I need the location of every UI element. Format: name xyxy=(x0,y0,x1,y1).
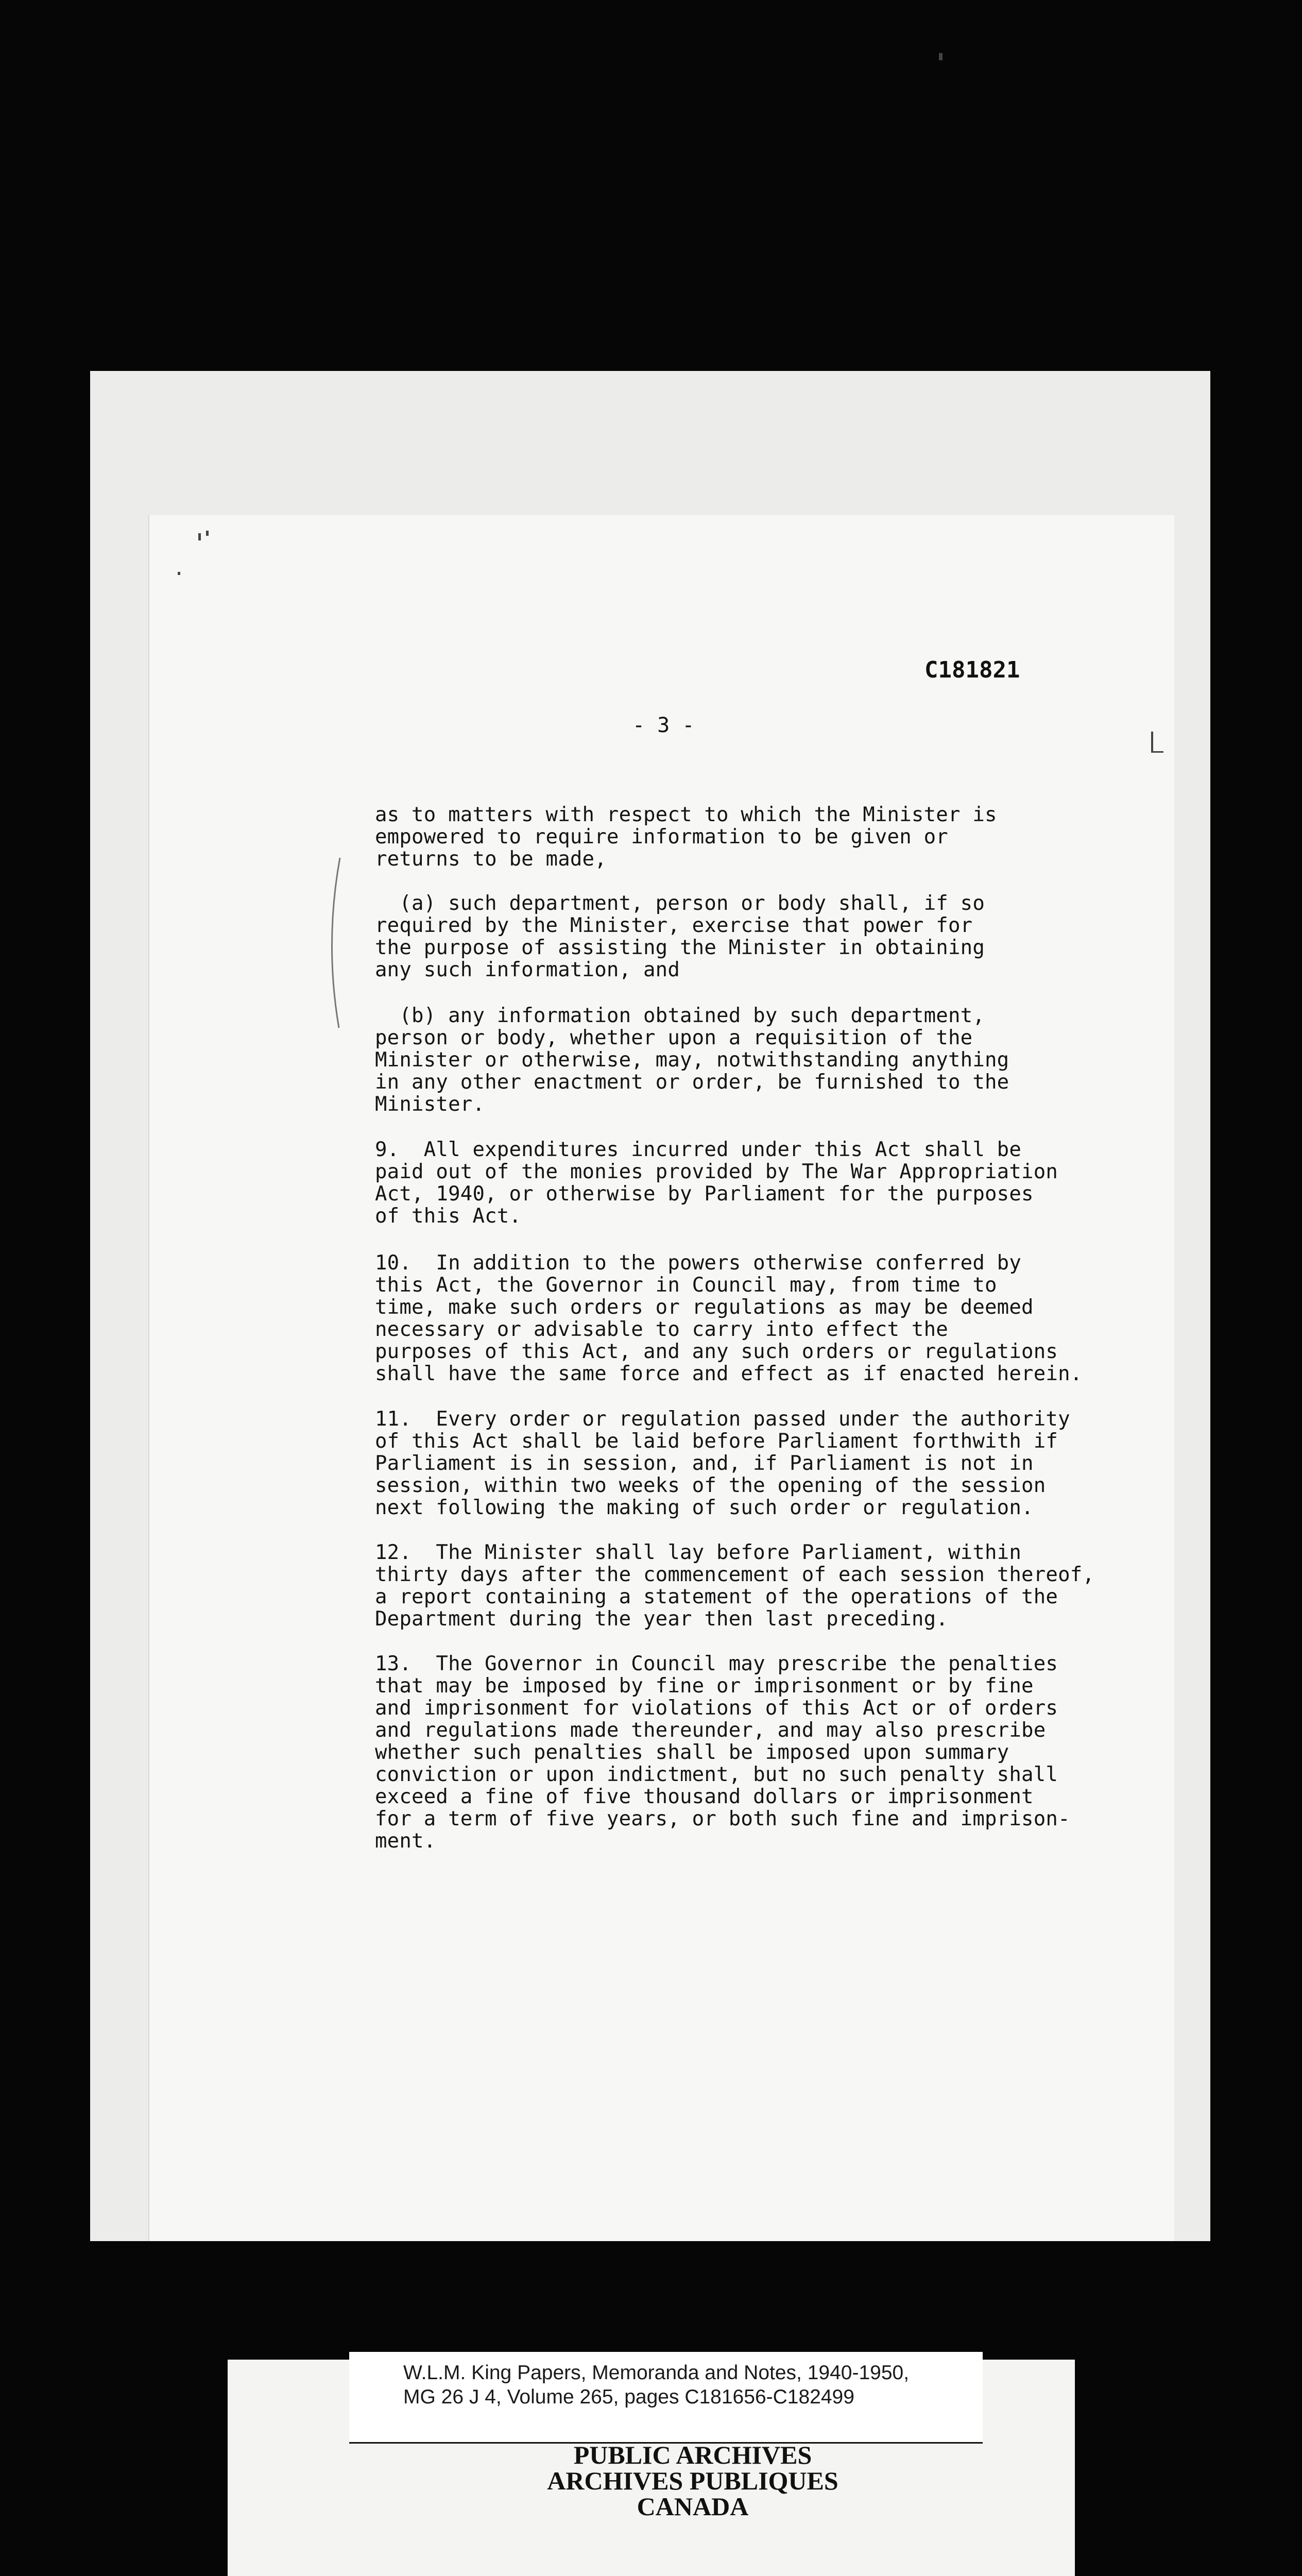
stamp-line-2: ARCHIVES PUBLIQUES xyxy=(547,2466,838,2495)
page-number: - 3 - xyxy=(632,714,695,737)
citation-line-1: W.L.M. King Papers, Memoranda and Notes, 1940-1950, xyxy=(403,2362,910,2384)
speck-mark xyxy=(178,572,180,575)
paragraph-section-10: 10. In addition to the powers otherwise conferred by this Act, the Governor in Council may, from time to time, make such orders or regulations as may be deemed necessary or advisable to carry into effect the purposes of this Act, and any such orders or regulations shall have the same force and effect as if enacted herein. xyxy=(375,1251,1083,1385)
paragraph-section-9: 9. All expenditures incurred under this Act shall be paid out of the monies provided by The War Appropriation Act, 1940, or otherwise by Parliament for the purposes of this Act. xyxy=(375,1138,1058,1228)
speck-mark xyxy=(1151,732,1153,752)
citation-line-2: MG 26 J 4, Volume 265, pages C181656-C182499 xyxy=(403,2386,854,2408)
margin-pencil-mark xyxy=(319,855,350,1030)
document-id: C181821 xyxy=(924,657,1020,683)
stamp-line-1: PUBLIC ARCHIVES xyxy=(573,2441,812,2469)
speck-mark xyxy=(1151,751,1163,753)
speck-mark xyxy=(198,533,201,540)
speck-mark xyxy=(206,531,209,536)
speck-mark xyxy=(939,53,943,60)
paragraph-section-13: 13. The Governor in Council may prescribe the penalties that may be imposed by fine or imprisonment or by fine and imprisonment for violations of this Act or of orders and regulations made thereunder, and may also prescribe whether such penalties shall be imposed upon summary conviction or upon indictment, but no such penalty shall exceed a fine of five thousand dollars or imprisonment for a term of five years, or both such fine and imprison- ment. xyxy=(375,1652,1070,1853)
public-archives-stamp xyxy=(469,2442,917,2519)
archive-citation xyxy=(403,2361,909,2409)
paragraph-intro: as to matters with respect to which the Minister is empowered to require information to be given or returns to be made, xyxy=(375,803,997,871)
paragraph-section-11: 11. Every order or regulation passed under the authority of this Act shall be laid before Parliament forthwith if Parliament is in session, and, if Parliament is not in session, within two weeks of the opening of the session next following the making of such order or regulation. xyxy=(375,1408,1070,1519)
stamp-line-3: CANADA xyxy=(637,2492,749,2521)
paragraph-clause-b: (b) any information obtained by such department, person or body, whether upon a requisition of the Minister or otherwise, may, notwithstanding anything in any other enactment or order, be furnished to the Minister. xyxy=(375,1004,1009,1116)
paragraph-clause-a: (a) such department, person or body shall, if so required by the Minister, exercise that power for the purpose of assisting the Minister in obtaining any such information, and xyxy=(375,892,985,981)
paragraph-section-12: 12. The Minister shall lay before Parliament, within thirty days after the commencement of each session thereof, a report containing a statement of the operations of the Department during the year then last preceding. xyxy=(375,1541,1095,1631)
